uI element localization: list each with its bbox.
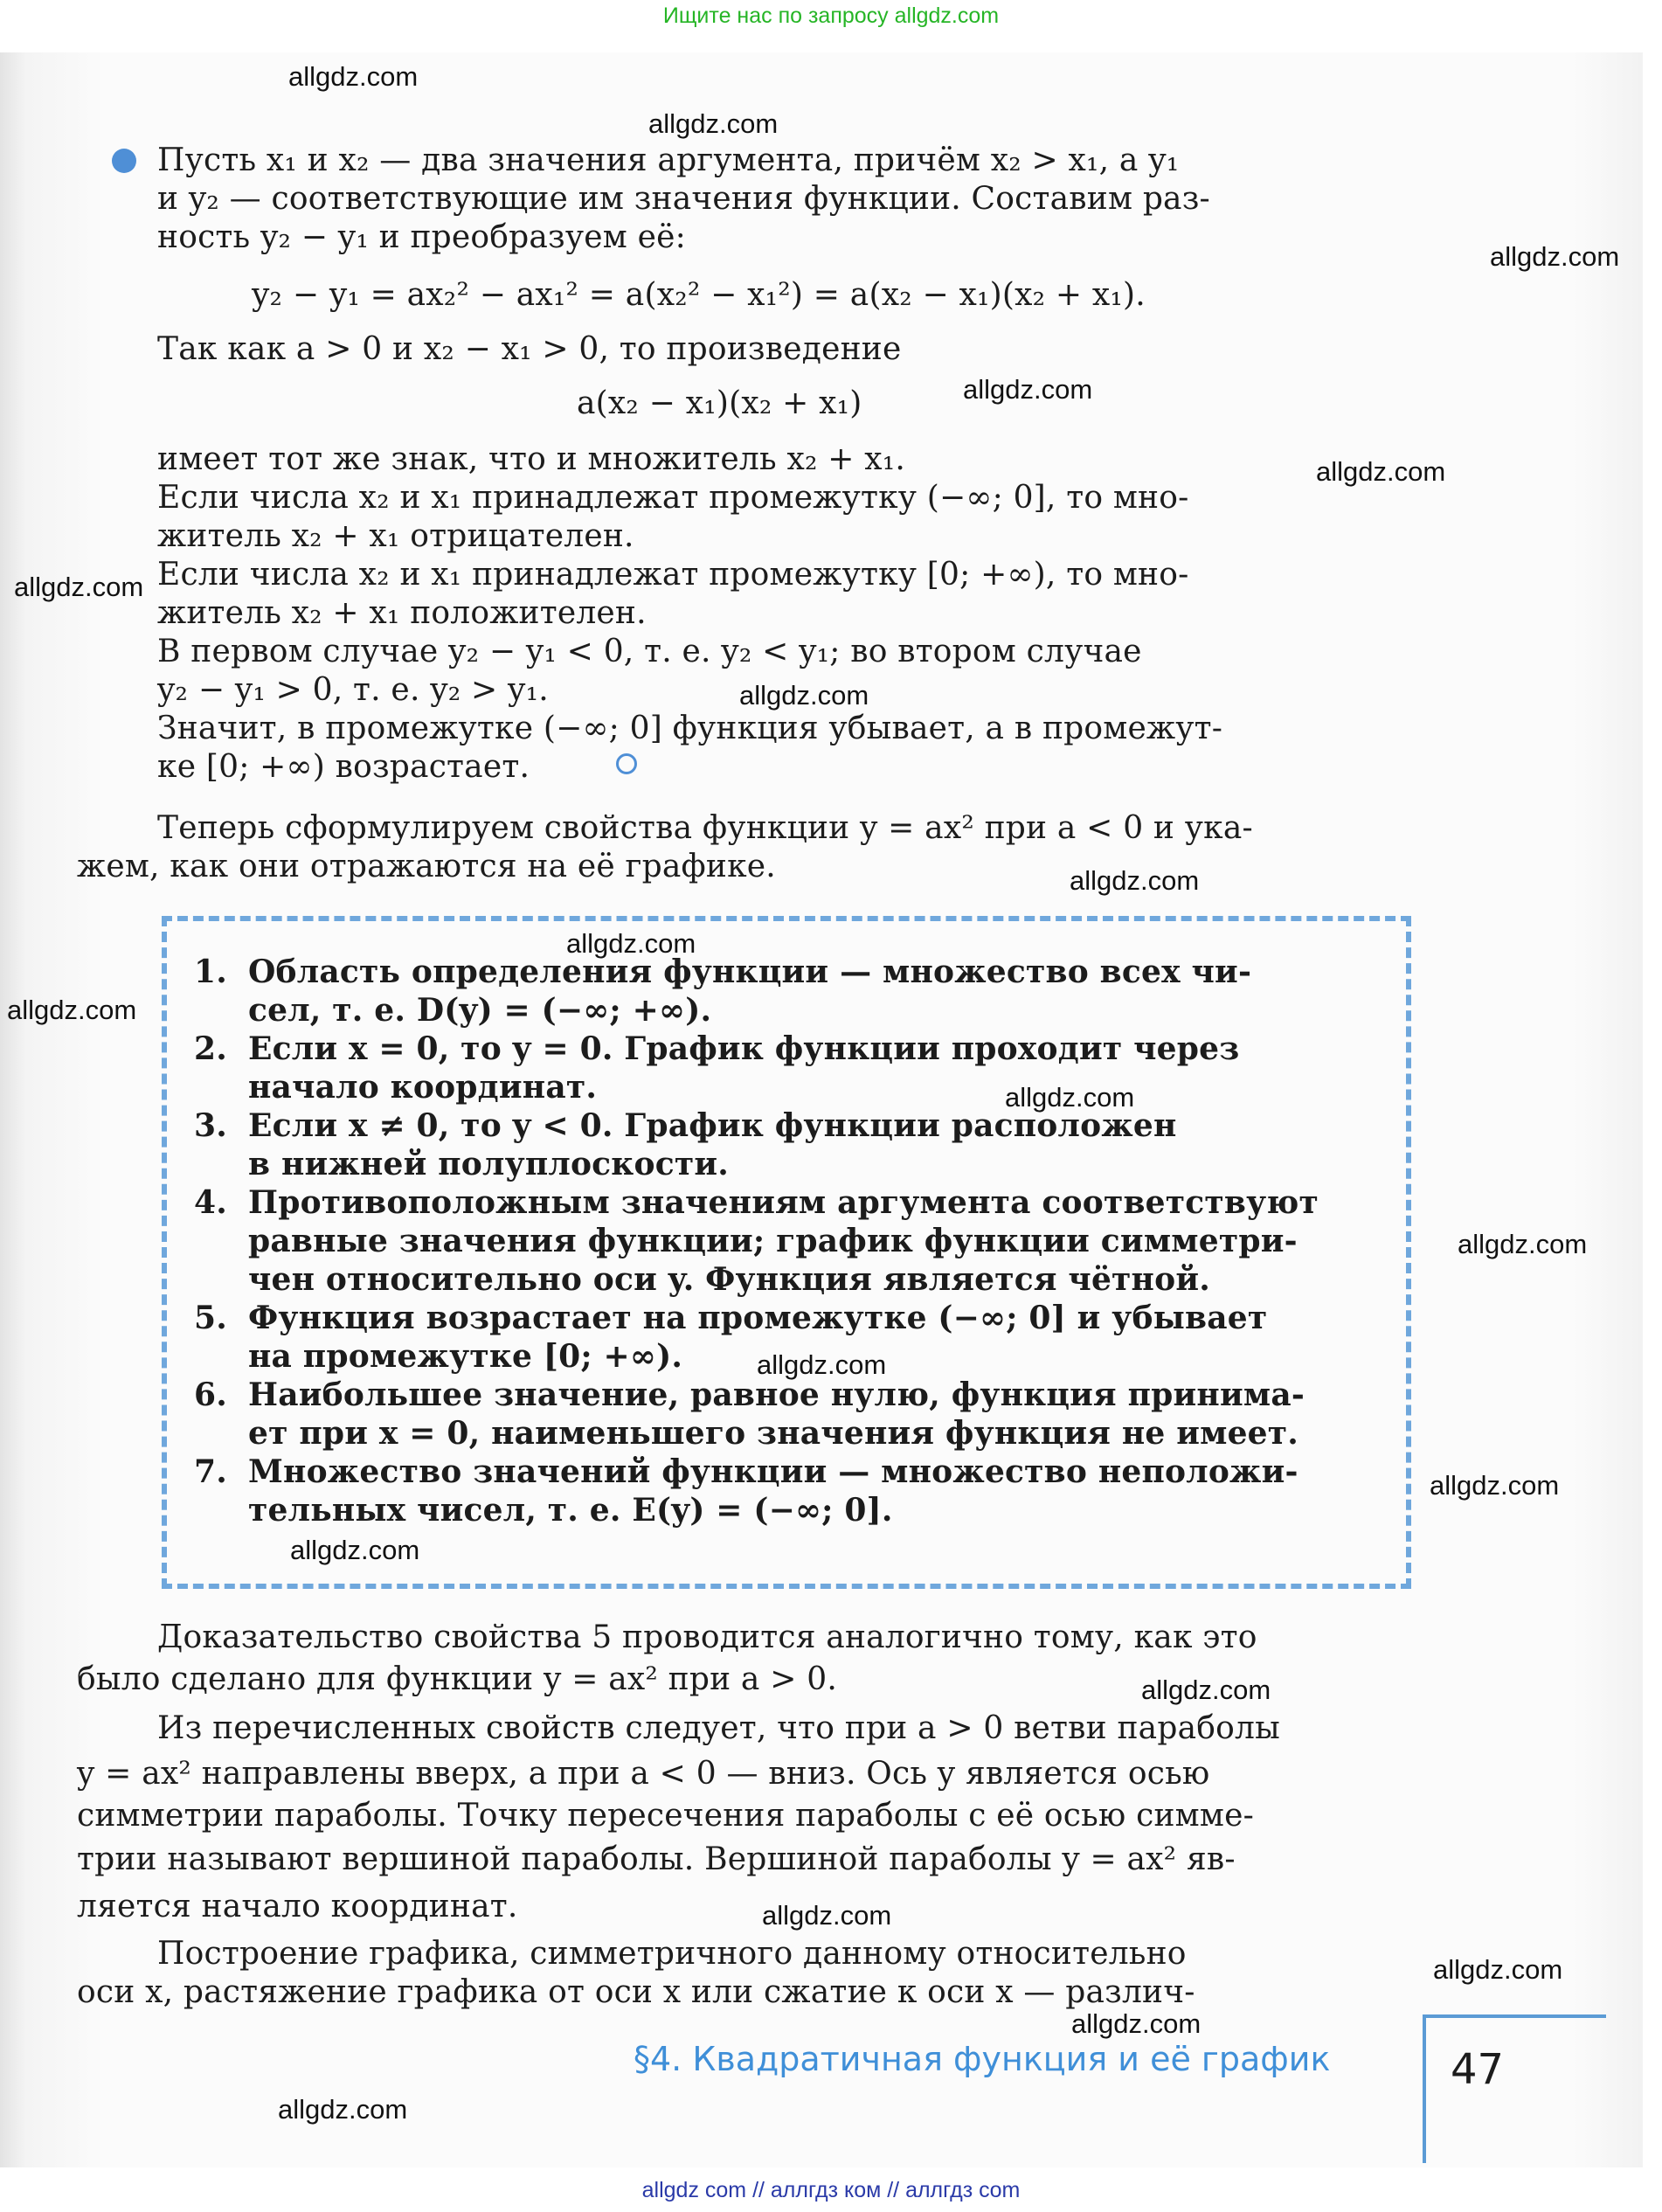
watermark: allgdz.com <box>1005 1082 1135 1113</box>
property-6-cont: ет при x = 0, наименьшего значения функция не имеет. <box>248 1415 1299 1452</box>
property-number: 5. <box>194 1300 227 1336</box>
property-6 <box>194 1376 1305 1414</box>
property-number: 1. <box>194 953 227 990</box>
property-5-cont: на промежутке [0; +∞). <box>248 1338 683 1375</box>
watermark: allgdz.com <box>290 1535 420 1565</box>
watermark: allgdz.com <box>14 572 144 602</box>
property-4-cont: чен относительно оси y. Функция является чётной. <box>248 1261 1210 1298</box>
property-text: Противоположным значениям аргумента соответствуют <box>248 1184 1319 1221</box>
proof-formula: a(x₂ − x₁)(x₂ + x₁) <box>577 385 862 421</box>
page-number: 47 <box>1451 2045 1505 2094</box>
watermark: allgdz.com <box>1071 2008 1201 2039</box>
after-line: симметрии параболы. Точку пересечения параболы с её осью симме- <box>77 1798 1254 1834</box>
property-number: 3. <box>194 1107 227 1144</box>
intro-line: Теперь сформулируем свойства функции y = ax² при a < 0 и ука- <box>157 810 1253 846</box>
footer-divider <box>1423 2014 1606 2018</box>
proof-line: ке [0; +∞) возрастает. <box>157 749 530 785</box>
watermark: allgdz.com <box>1316 456 1446 487</box>
watermark: allgdz.com <box>757 1349 887 1380</box>
property-2-cont: начало координат. <box>248 1069 598 1106</box>
proof-line: В первом случае y₂ − y₁ < 0, т. е. y₂ < y₁; во втором случае <box>157 634 1142 669</box>
proof-line: ность y₂ − y₁ и преобразуем её: <box>157 219 686 255</box>
property-text: Наибольшее значение, равное нулю, функция принима- <box>248 1376 1305 1413</box>
property-5 <box>194 1299 1267 1337</box>
after-line: трии называют вершиной параболы. Вершиной параболы y = ax² яв- <box>77 1841 1236 1877</box>
proof-line: Значит, в промежутке (−∞; 0] функция убывает, а в промежут- <box>157 711 1223 746</box>
proof-line: Так как a > 0 и x₂ − x₁ > 0, то произведение <box>157 331 902 367</box>
property-7-cont: тельных чисел, т. е. E(y) = (−∞; 0]. <box>248 1492 893 1529</box>
property-4-cont: равные значения функции; график функции симметри- <box>248 1223 1298 1259</box>
property-number: 7. <box>194 1453 227 1490</box>
property-text: Область определения функции — множество всех чи- <box>248 953 1252 990</box>
property-1-cont: сел, т. е. D(y) = (−∞; +∞). <box>248 992 712 1029</box>
proof-line: житель x₂ + x₁ положителен. <box>157 595 647 631</box>
property-number: 6. <box>194 1376 227 1413</box>
property-7 <box>194 1453 1298 1491</box>
after-line: y = ax² направлены вверх, а при a < 0 — вниз. Ось y является осью <box>77 1756 1210 1792</box>
after-line: Из перечисленных свойств следует, что при a > 0 ветви параболы <box>157 1710 1280 1746</box>
watermark: allgdz.com <box>288 61 419 92</box>
after-line: Доказательство свойства 5 проводится аналогично тому, как это <box>157 1619 1257 1655</box>
watermark: allgdz.com <box>278 2094 408 2125</box>
after-line: было сделано для функции y = ax² при a > 0. <box>77 1661 837 1697</box>
watermark: allgdz.com <box>739 680 869 711</box>
bottom-ad-links[interactable]: allgdz com // аллгдз ком // аллгдз com <box>641 2178 1021 2202</box>
proof-line: Пусть x₁ и x₂ — два значения аргумента, причём x₂ > x₁, а y₁ <box>157 142 1180 178</box>
watermark: allgdz.com <box>1141 1675 1271 1705</box>
after-line: оси x, растяжение графика от оси x или сжатие к оси x — различ- <box>77 1974 1195 2010</box>
property-1 <box>194 953 1251 991</box>
proof-start-marker <box>112 149 136 173</box>
proof-end-marker <box>616 753 637 774</box>
property-2 <box>194 1030 1239 1068</box>
property-text: Множество значений функции — множество неположи- <box>248 1453 1298 1490</box>
proof-line: и y₂ — соответствующие им значения функции. Составим раз- <box>157 181 1210 217</box>
watermark: allgdz.com <box>7 995 137 1025</box>
watermark: allgdz.com <box>1070 865 1200 896</box>
watermark: allgdz.com <box>1433 1954 1563 1985</box>
watermark: allgdz.com <box>1458 1229 1588 1259</box>
watermark: allgdz.com <box>762 1900 892 1931</box>
property-3-cont: в нижней полуплоскости. <box>248 1146 729 1182</box>
proof-line: Если числа x₂ и x₁ принадлежат промежутку [0; +∞), то мно- <box>157 557 1189 593</box>
watermark: allgdz.com <box>1430 1470 1560 1501</box>
footer-divider <box>1423 2014 1426 2163</box>
proof-line: имеет тот же знак, что и множитель x₂ + x₁. <box>157 441 906 477</box>
property-number: 2. <box>194 1030 227 1067</box>
watermark: allgdz.com <box>1490 241 1620 272</box>
watermark: allgdz.com <box>566 928 696 959</box>
top-ad-banner[interactable]: Ищите нас по запросу allgdz.com <box>662 3 1000 28</box>
property-number: 4. <box>194 1184 227 1221</box>
proof-formula: y₂ − y₁ = ax₂² − ax₁² = a(x₂² − x₁²) = a(x₂ − x₁)(x₂ + x₁). <box>252 277 1146 313</box>
watermark: allgdz.com <box>963 374 1093 405</box>
property-text: Функция возрастает на промежутке (−∞; 0] и убывает <box>248 1300 1268 1336</box>
proof-line: y₂ − y₁ > 0, т. е. y₂ > y₁. <box>157 672 549 708</box>
property-text: Если x = 0, то y = 0. График функции проходит через <box>248 1030 1240 1067</box>
property-text: Если x ≠ 0, то y < 0. График функции расположен <box>248 1107 1177 1144</box>
property-4 <box>194 1183 1319 1222</box>
after-line: ляется начало координат. <box>77 1889 518 1924</box>
intro-line: жем, как они отражаются на её графике. <box>77 849 776 884</box>
after-line: Построение графика, симметричного данному относительно <box>157 1936 1187 1972</box>
proof-line: Если числа x₂ и x₁ принадлежат промежутку (−∞; 0], то мно- <box>157 480 1189 516</box>
proof-line: житель x₂ + x₁ отрицателен. <box>157 518 634 554</box>
section-title: §4. Квадратичная функция и её график <box>634 2040 1331 2078</box>
watermark: allgdz.com <box>648 108 779 139</box>
